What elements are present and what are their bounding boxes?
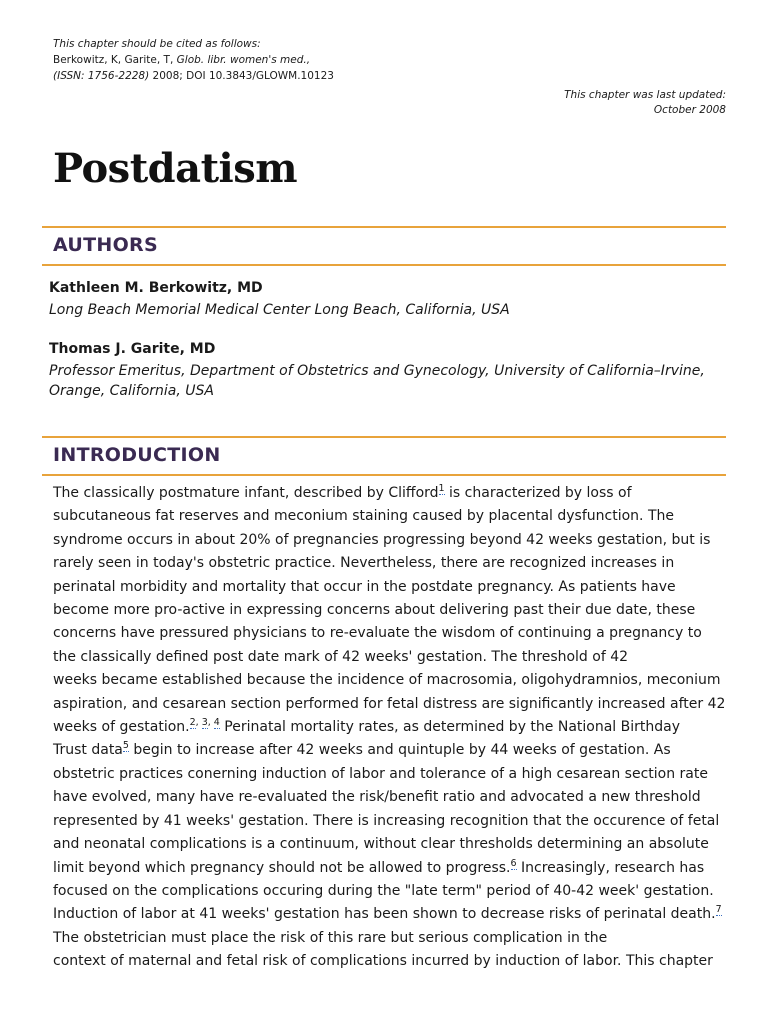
paragraph-line: become more pro-active in expressing concerns about delivering past their due date, these [53, 602, 696, 619]
paragraph-line: Trust data$^5$ begin to increase after 42 weeks and quintuple by 44 weeks of gestation. As [53, 740, 671, 759]
citation-heading: This chapter should be cited as follows: [53, 38, 261, 50]
citation-issn-line [53, 68, 334, 84]
paragraph-line: concerns have pressured physicians to re-evaluate the wisdom of continuing a pregnancy to [53, 625, 702, 642]
section-heading-authors: AUTHORS [53, 234, 158, 256]
author-affiliation: Long Beach Memorial Medical Center Long Beach, California, USA [49, 302, 510, 318]
author-affiliation-line: Orange, California, USA [49, 383, 214, 399]
paragraph-line: represented by 41 weeks' gestation. There is increasing recognition that the occurence of fetal [53, 812, 720, 829]
paragraph-line: aspiration, and cesarean section performed for fetal distress are significantly increased after 42 [53, 695, 726, 712]
paragraph-line: the classically defined post date mark of 42 weeks' gestation. The threshold of 42 [53, 648, 629, 665]
paragraph-line: context of maternal and fetal risk of complications incurred by induction of labor. This chapter [53, 953, 713, 970]
citation-journal: Glob. libr. women's med., [176, 54, 311, 66]
reference-link-7[interactable]: 7 [715, 904, 722, 916]
paragraph-line: weeks became established because the incidence of macrosomia, oligohydramnios, meconium [53, 672, 721, 689]
page-title: Postdatism [53, 145, 298, 192]
last-updated [564, 88, 726, 118]
paragraph-line: subcutaneous fat reserves and meconium staining caused by placental dysfunction. The [53, 508, 674, 525]
paragraph-line: focused on the complications occuring during the "late term" period of 40-42 week' gestation. [53, 882, 714, 899]
citation-block [53, 36, 334, 84]
paragraph-line: weeks of gestation.$^{2,}$ $^{3,}$ $^4$ Perinatal mortality rates, as determined by the National Birthday [53, 717, 681, 736]
citation-authors: Berkowitz, K, Garite, T, [53, 54, 177, 66]
paragraph-line: perinatal morbidity and mortality that occur in the postdate pregnancy. As patients have [53, 578, 676, 595]
paragraph-line: syndrome occurs in about 20% of pregnancies progressing beyond 42 weeks gestation, but is [53, 531, 711, 548]
paragraph-line: The classically postmature infant, described by Clifford$^1$ is characterized by loss of [53, 483, 632, 501]
reference-link-3[interactable]: 3 [201, 717, 208, 729]
citation-line [53, 52, 334, 68]
author-affiliation [49, 361, 709, 401]
paragraph-line: have evolved, many have re-evaluated the risk/benefit ratio and advocated a new threshold [53, 789, 701, 806]
paragraph-line: The obstetrician must place the risk of this rare but serious complication in the [53, 929, 608, 946]
reference-link-4[interactable]: 4 [213, 717, 220, 729]
paragraph-line: obstetric practices conerning induction of labor and tolerance of a high cesarean section rate [53, 765, 708, 782]
reference-link-1[interactable]: 1 [438, 483, 445, 494]
paragraph-line: limit beyond which pregnancy should not be allowed to progress.$^6$ Increasingly, research has [53, 857, 705, 876]
author-affiliation-line: Professor Emeritus, Department of Obstetrics and Gynecology, University of California–Irvine, [49, 363, 705, 379]
paragraph-line: and neonatal complications is a continuum, without clear thresholds determining an absolute [53, 836, 709, 853]
author-name: Thomas J. Garite, MD [49, 341, 216, 357]
reference-link-6[interactable]: 6 [510, 857, 517, 869]
authors-section-header [42, 226, 726, 266]
paragraph-line: Induction of labor at 41 weeks' gestation has been shown to decrease risks of perinatal death.$^7$ [53, 904, 722, 923]
introduction-section-header [42, 436, 726, 476]
author-name: Kathleen M. Berkowitz, MD [49, 280, 263, 296]
paragraph-line: rarely seen in today's obstetric practice. Nevertheless, there are recognized increases in [53, 555, 675, 572]
last-updated-label: This chapter was last updated: [564, 89, 726, 101]
reference-link-2[interactable]: 2 [189, 717, 196, 729]
section-heading-introduction: INTRODUCTION [53, 444, 221, 466]
citation-issn: (ISSN: 1756-2228) [53, 70, 150, 82]
reference-link-5[interactable]: 5 [122, 740, 129, 752]
introduction-paragraph [53, 482, 726, 974]
last-updated-date: October 2008 [653, 104, 726, 116]
citation-doi: 2008; DOI 10.3843/GLOWM.10123 [149, 70, 334, 82]
